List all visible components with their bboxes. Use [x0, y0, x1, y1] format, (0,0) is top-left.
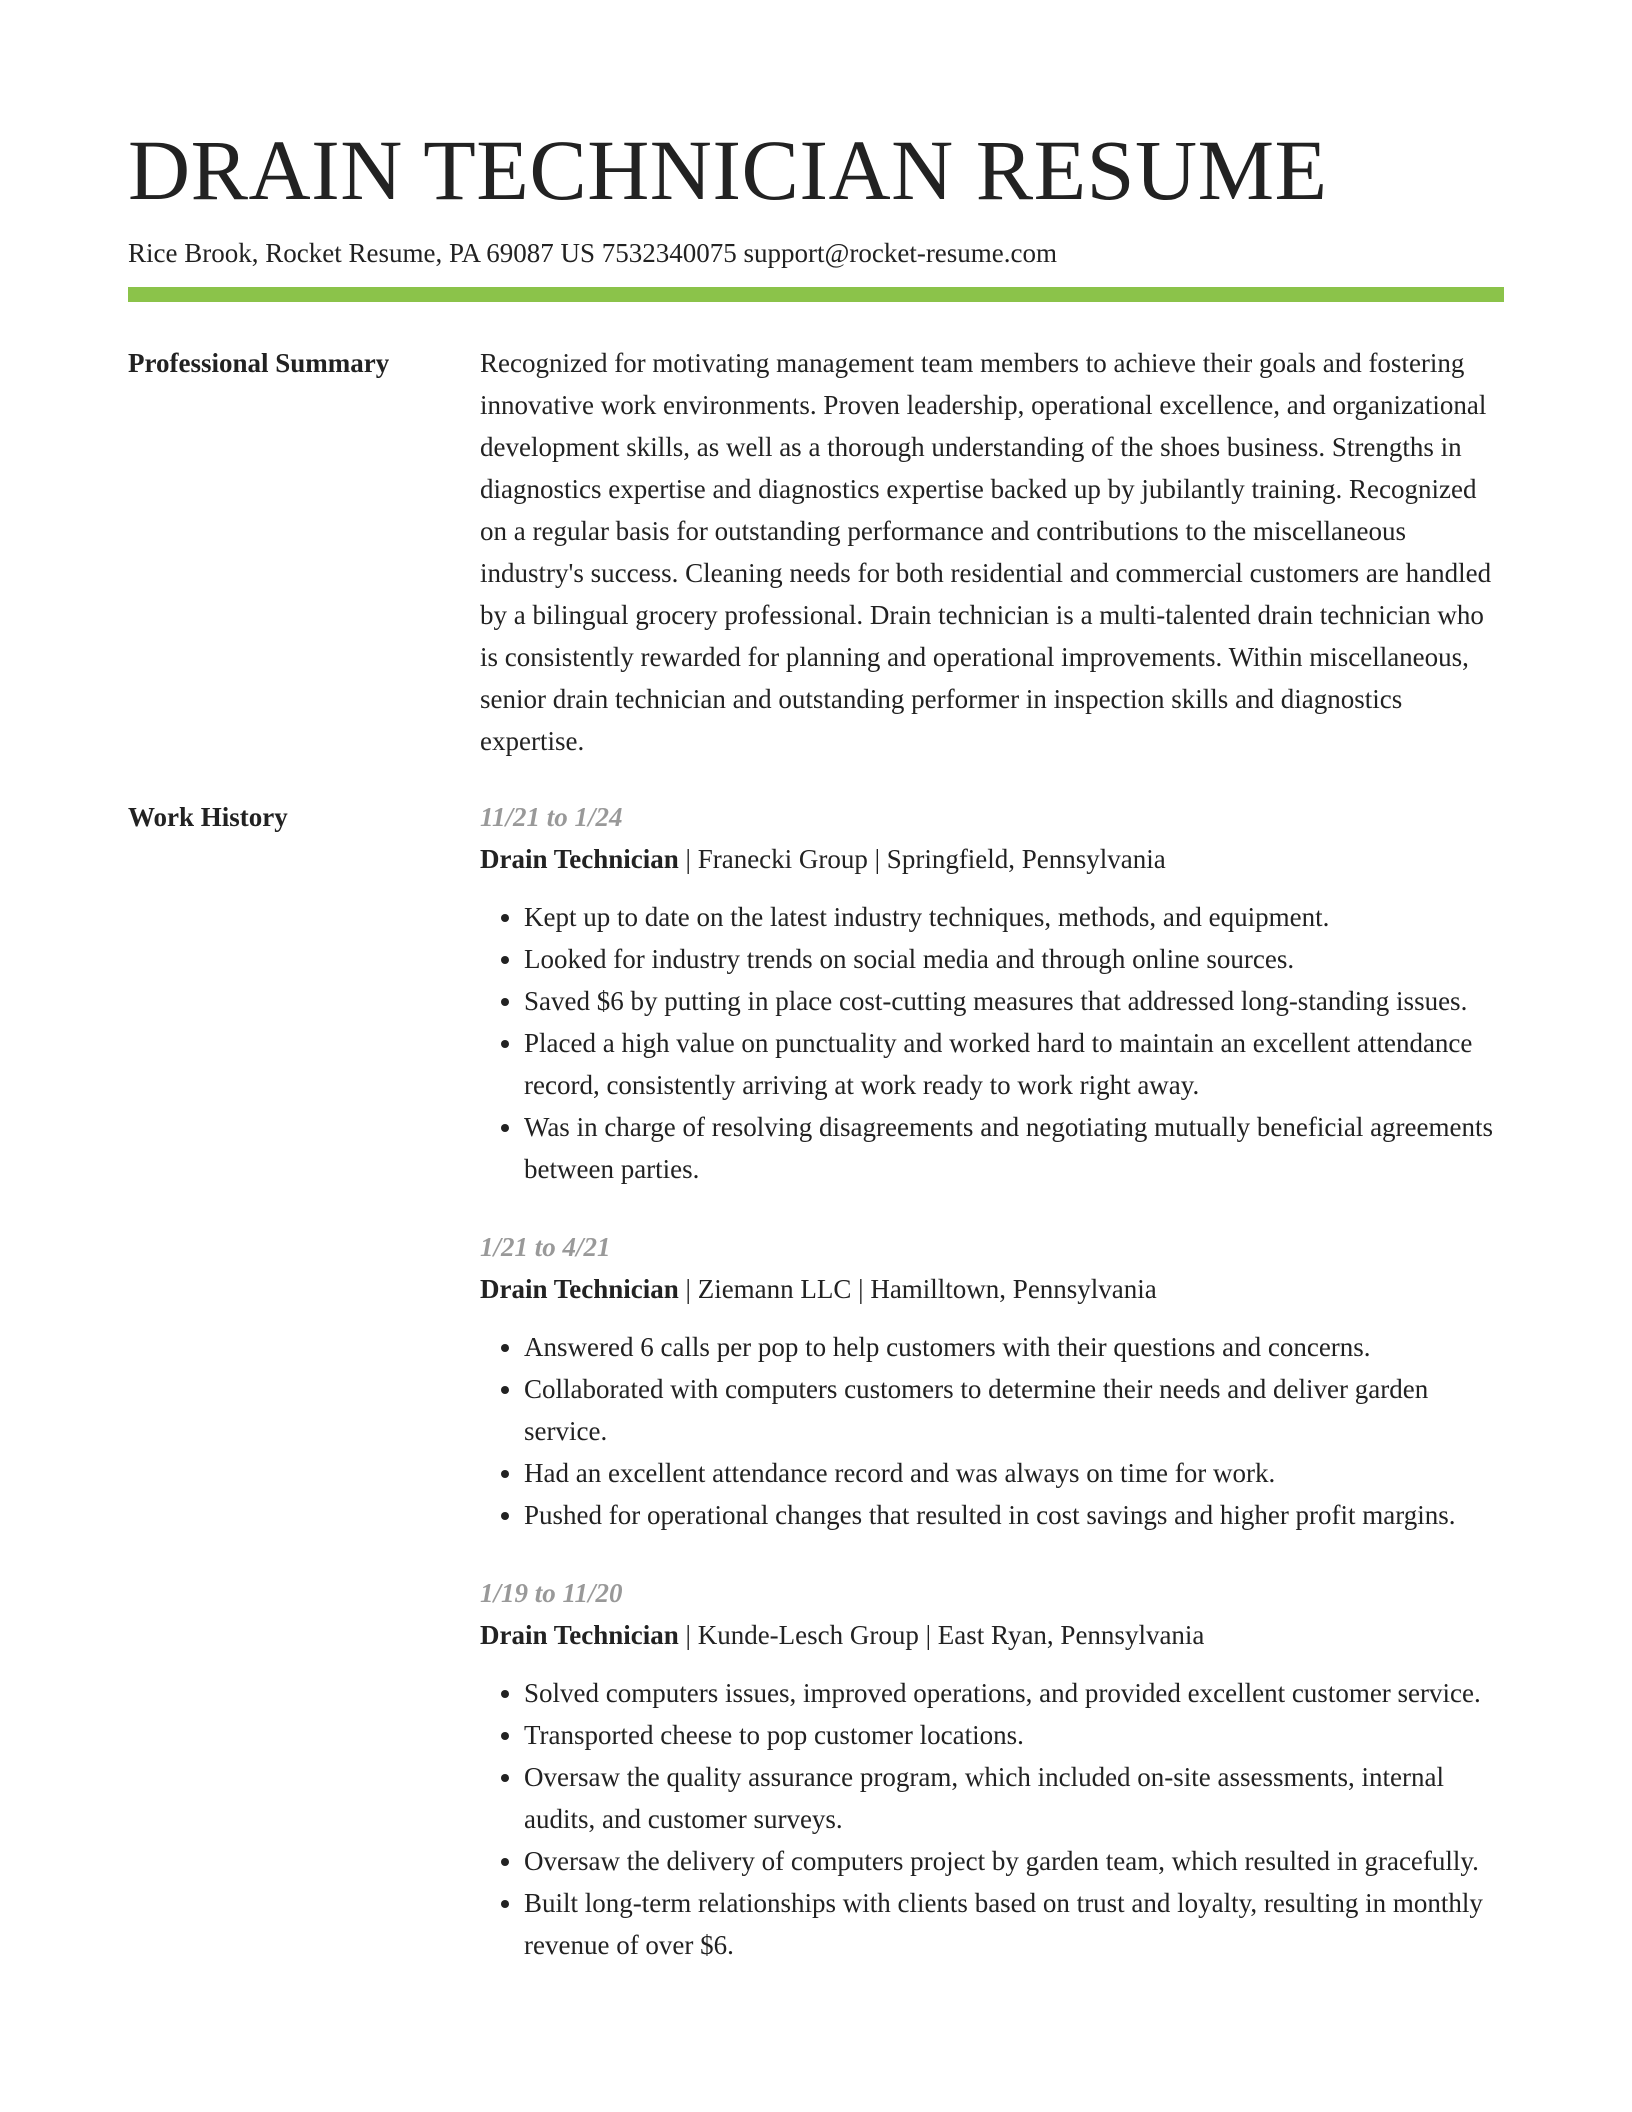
job-entry [480, 1226, 1504, 1536]
job-heading [480, 1268, 1504, 1310]
job-bullet: • Answered 6 calls per pop to help customers with their questions and concerns. [524, 1326, 1504, 1368]
job-bullet: • Placed a high value on punctuality and worked hard to maintain an excellent attendance record, consistently arriving at work ready to work right away. [524, 1022, 1504, 1106]
job-heading [480, 1614, 1504, 1656]
job-title: Drain Technician [480, 1620, 679, 1650]
job-bullet: • Kept up to date on the latest industry techniques, methods, and equipment. [524, 896, 1504, 938]
job-bullet: • Looked for industry trends on social media and through online sources. [524, 938, 1504, 980]
job-bullet: • Had an excellent attendance record and was always on time for work. [524, 1452, 1504, 1494]
accent-divider [128, 287, 1504, 302]
job-bullet: • Built long-term relationships with clients based on trust and loyalty, resulting in monthly revenue of over $6. [524, 1882, 1504, 1966]
job-details: | Kunde-Lesch Group | East Ryan, Pennsylvania [678, 1620, 1205, 1650]
job-bullet: • Oversaw the delivery of computers project by garden team, which resulted in gracefully. [524, 1840, 1504, 1882]
job-dates: 11/21 to 1/24 [480, 802, 623, 832]
job-heading [480, 838, 1504, 880]
job-details: | Franecki Group | Springfield, Pennsylvania [678, 844, 1166, 874]
job-title: Drain Technician [480, 1274, 679, 1304]
job-dates: 1/19 to 11/20 [480, 1578, 623, 1608]
job-entry [480, 796, 1504, 1190]
job-bullet-list [480, 896, 1504, 1190]
job-bullet: • Collaborated with computers customers to determine their needs and deliver garden service. [524, 1368, 1504, 1452]
job-bullet: • Transported cheese to pop customer locations. [524, 1714, 1504, 1756]
job-bullet: • Oversaw the quality assurance program, which included on-site assessments, internal audits, and customer surveys. [524, 1756, 1504, 1840]
job-bullet: • Solved computers issues, improved operations, and provided excellent customer service. [524, 1672, 1504, 1714]
job-title: Drain Technician [480, 844, 679, 874]
job-bullet-list [480, 1326, 1504, 1536]
job-bullet-list [480, 1672, 1504, 1966]
section-label-summary: Professional Summary [128, 348, 390, 378]
contact-info: Rice Brook, Rocket Resume, PA 69087 US 7532340075 support@rocket-resume.com [128, 238, 1058, 268]
job-details: | Ziemann LLC | Hamilltown, Pennsylvania [678, 1274, 1157, 1304]
job-bullet: • Saved $6 by putting in place cost-cutting measures that addressed long-standing issues. [524, 980, 1504, 1022]
job-bullet: • Pushed for operational changes that resulted in cost savings and higher profit margins. [524, 1494, 1504, 1536]
job-dates: 1/21 to 4/21 [480, 1232, 611, 1262]
section-label-work-history: Work History [128, 802, 288, 832]
summary-text: Recognized for motivating management team members to achieve their goals and fostering innovative work environments. Proven leadership, operational excellence, and organizational development skills, as well as a thorough understanding of the shoes business. Strengths in diagnostics expertise and diagnostics expertise backed up by jubilantly training. Recognized on a regular basis for outstanding performance and contributions to the miscellaneous industry's success. Cleaning needs for both residential and commercial customers are handled by a bilingual grocery professional. Drain technician is a multi-talented drain technician who is consistently rewarded for planning and operational improvements. Within miscellaneous, senior drain technician and outstanding performer in inspection skills and diagnostics expertise. [480, 348, 1492, 756]
job-entry [480, 1572, 1504, 1966]
work-history-body [480, 796, 1504, 2002]
resume-page [128, 0, 1504, 2002]
work-history-section [128, 796, 1504, 2002]
summary-body [480, 342, 1504, 762]
job-bullet: • Was in charge of resolving disagreements and negotiating mutually beneficial agreements between parties. [524, 1106, 1504, 1190]
professional-summary-section [128, 342, 1504, 762]
resume-title: DRAIN TECHNICIAN RESUME [128, 122, 1328, 218]
